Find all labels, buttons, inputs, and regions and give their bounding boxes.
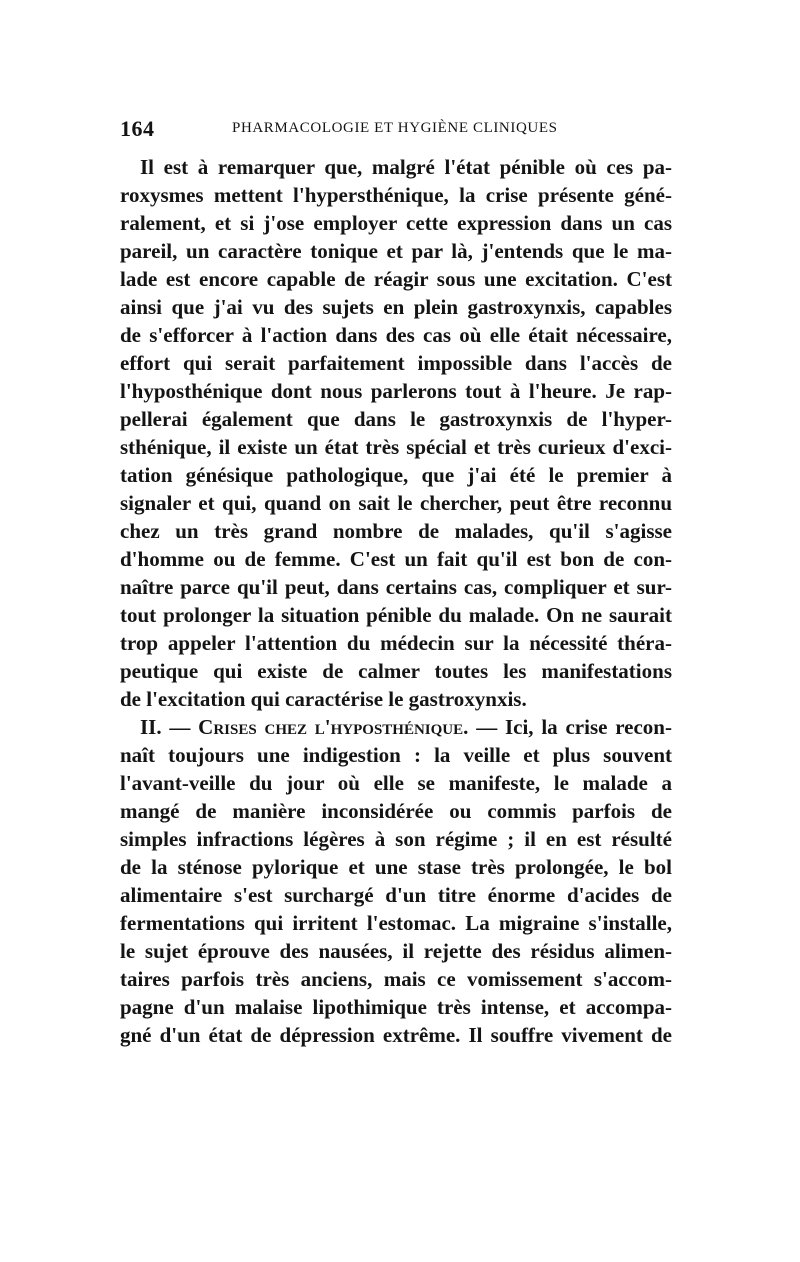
text-line: le sujet éprouve des nausées, il rejette des résidus alimen-	[120, 939, 672, 963]
section-heading-line	[120, 713, 672, 741]
text-line: tout prolonger la situation pénible du malade. On ne saurait	[120, 603, 672, 627]
text-line: l'hyposthénique dont nous parlerons tout à l'heure. Je rap-	[120, 379, 672, 403]
text-line: trop appeler l'attention du médecin sur la nécessité théra-	[120, 631, 672, 655]
text-line: gné d'un état de dépression extrême. Il souffre vivement de	[120, 1023, 672, 1047]
body-text	[120, 153, 672, 1049]
text-line: ralement, et si j'ose employer cette expression dans un cas	[120, 211, 672, 235]
section-heading-continuation: — Ici, la crise recon-	[468, 715, 672, 739]
text-line: pellerai également que dans le gastroxynxis de l'hyper-	[120, 407, 672, 431]
text-line: ainsi que j'ai vu des sujets en plein gastroxynxis, capables	[120, 295, 672, 319]
text-line: de l'excitation qui caractérise le gastroxynxis.	[120, 687, 527, 711]
text-line: signaler et qui, quand on sait le chercher, peut être reconnu	[120, 491, 672, 515]
text-line: pareil, un caractère tonique et par là, j'entends que le ma-	[120, 239, 672, 263]
text-line: taires parfois très anciens, mais ce vomissement s'accom-	[120, 967, 672, 991]
text-line: de la sténose pylorique et une stase très prolongée, le bol	[120, 855, 672, 879]
text-line: d'homme ou de femme. C'est un fait qu'il est bon de con-	[120, 547, 672, 571]
section-heading: Crises chez l'hyposthénique.	[198, 715, 469, 739]
section-number: II. —	[140, 715, 199, 739]
text-line: pagne d'un malaise lipothimique très intense, et accompa-	[120, 995, 672, 1019]
text-line: l'avant-veille du jour où elle se manifeste, le malade a	[120, 771, 672, 795]
running-title: PHARMACOLOGIE ET HYGIÈNE CLINIQUES	[232, 120, 558, 136]
text-line: alimentaire s'est surchargé d'un titre énorme d'acides de	[120, 883, 672, 907]
text-line: naître parce qu'il peut, dans certains cas, compliquer et sur-	[120, 575, 672, 599]
page-header	[120, 116, 675, 140]
text-line: roxysmes mettent l'hypersthénique, la crise présente géné-	[120, 183, 672, 207]
text-line: de s'efforcer à l'action dans des cas où elle était nécessaire,	[120, 323, 672, 347]
text-line: effort qui serait parfaitement impossible dans l'accès de	[120, 351, 672, 375]
text-line: sthénique, il existe un état très spécial et très curieux d'exci-	[120, 435, 672, 459]
text-line: tation génésique pathologique, que j'ai été le premier à	[120, 463, 672, 487]
text-line: mangé de manière inconsidérée ou commis parfois de	[120, 799, 672, 823]
text-line: simples infractions légères à son régime ; il en est résulté	[120, 827, 672, 851]
text-line: naît toujours une indigestion : la veille et plus souvent	[120, 743, 672, 767]
page-number: 164	[120, 116, 155, 141]
paragraph-2	[120, 713, 672, 1049]
text-line: peutique qui existe de calmer toutes les manifestations	[120, 659, 672, 683]
text-line: fermentations qui irritent l'estomac. La migraine s'installe,	[120, 911, 672, 935]
text-line: Il est à remarquer que, malgré l'état pénible où ces pa-	[140, 155, 672, 179]
text-line: chez un très grand nombre de malades, qu'il s'agisse	[120, 519, 672, 543]
text-line: lade est encore capable de réagir sous une excitation. C'est	[120, 267, 672, 291]
paragraph-1	[120, 153, 672, 713]
